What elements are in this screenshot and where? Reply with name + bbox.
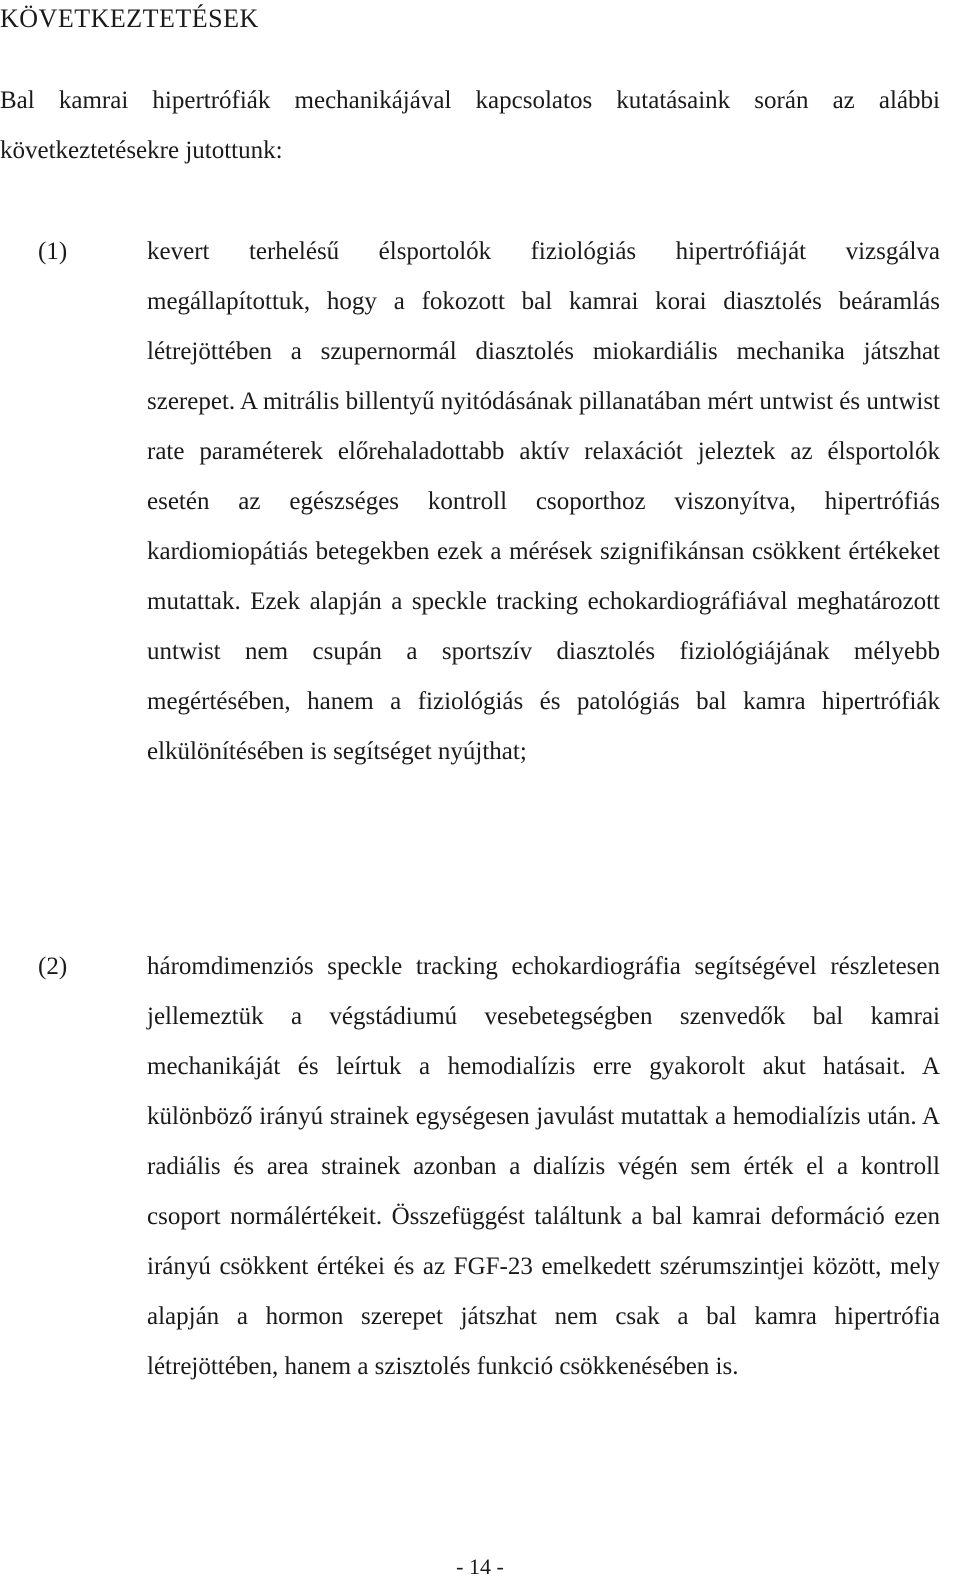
item-number: (2) bbox=[38, 953, 68, 980]
item-number: (1) bbox=[38, 238, 68, 265]
item-text: háromdimenziós speckle tracking echokardiográfia segítségével részletesen jellemeztük a végstádiumú vesebetegségben szenvedők bal kamrai mechanikáját és leírtuk a hemodialízis erre gyakorolt akut hatásait. A különböző irányú strainek egységesen javulást mutattak a hemodialízis után. A radiális és area strainek azonban a dialízis végén sem érték el a kontroll csoport normálértékeit. Összefüggést találtunk a bal kamrai deformáció ezen irányú csökkent értékei és az FGF-23 emelkedett szérumszintjei között, mely alapján a hormon szerepet játszhat nem csak a bal kamra hipertrófia létrejöttében, hanem a szisztolés funkció csökkenésében is. bbox=[147, 953, 940, 1380]
page-number: - 14 - bbox=[456, 1554, 504, 1579]
item-text: kevert terhelésű élsportolók fiziológiás hipertrófiáját vizsgálva megállapítottuk, hogy a fokozott bal kamrai korai diasztolés beáramlás létrejöttében a szupernormál diasztolés miokardiális mechanika játszhat szerepet. A mitrális billentyű nyitódásának pillanatában mért untwist és untwist rate paraméterek előrehaladottabb aktív relaxációt jeleztek az élsportolók esetén az egészséges kontroll csoporthoz viszonyítva, hipertrófiás kardiomiopátiás betegekben ezek a mérések szignifikánsan csökkent értékeket mutattak. Ezek alapján a speckle tracking echokardiográfiával meghatározott untwist nem csupán a sportszív diasztolés fiziológiájának mélyebb megértésében, hanem a fiziológiás és patológiás bal kamra hipertrófiák elkülönítésében is segítséget nyújthat; bbox=[147, 238, 940, 765]
section-heading: KÖVETKEZTETÉSEK bbox=[0, 4, 259, 33]
intro-paragraph: Bal kamrai hipertrófiák mechanikájával kapcsolatos kutatásaink során az alábbi következtetésekre jutottunk: bbox=[0, 87, 940, 164]
